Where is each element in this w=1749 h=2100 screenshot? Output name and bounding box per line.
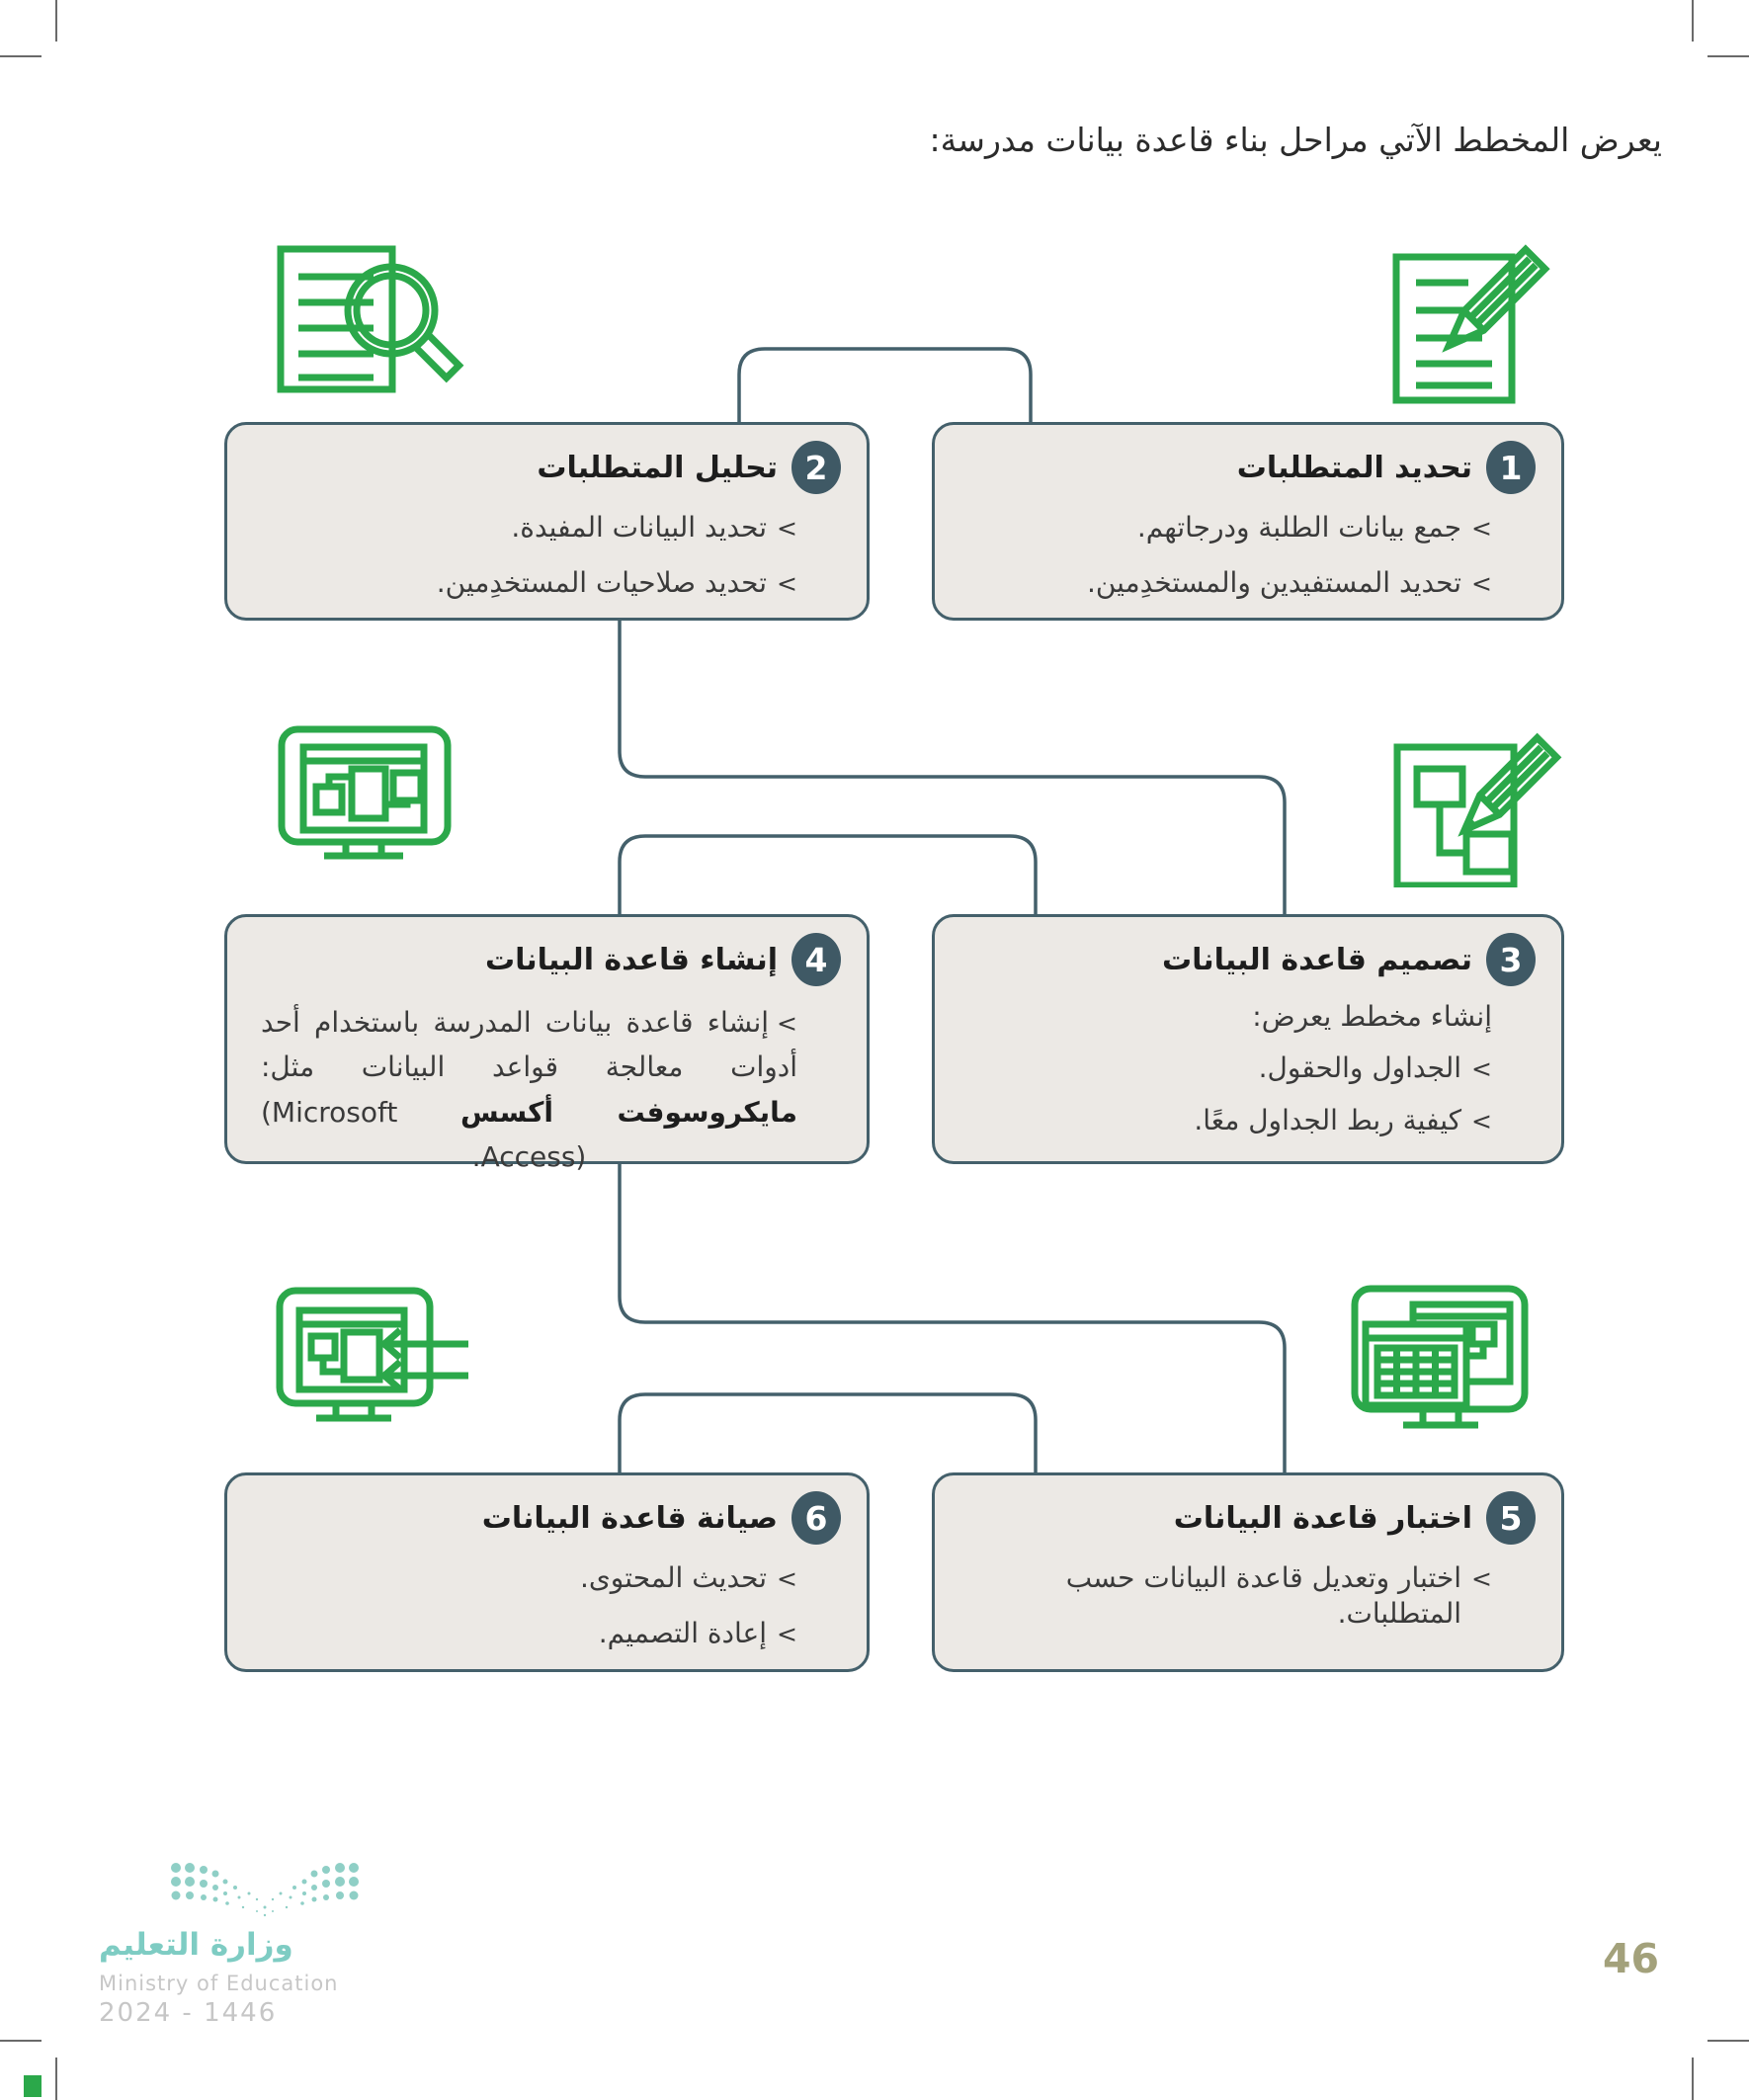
step-box-5 — [932, 1472, 1564, 1672]
step-header — [227, 917, 867, 986]
paragraph-suffix: . — [471, 1140, 481, 1174]
step-bullet — [964, 1103, 1492, 1138]
step-bullet — [964, 1560, 1492, 1633]
bullet-text: الجداول والحقول. — [1258, 1051, 1462, 1085]
bullet-text: إعادة التصميم. — [598, 1617, 768, 1650]
bullet-chevron: < — [1471, 569, 1492, 599]
step-number-badge: 3 — [1486, 933, 1536, 986]
step-bullet — [257, 1560, 797, 1596]
step-title: تحديد المتطلبات — [1236, 450, 1472, 485]
bullet-text: كيفية ربط الجداول معًا. — [1194, 1103, 1462, 1136]
bullet-chevron: < — [1471, 1054, 1492, 1084]
page-title: يعرض المخطط الآتي مراحل بناء قاعدة بيانات مدرسة: — [929, 121, 1662, 159]
page-number: 46 — [1603, 1935, 1660, 1982]
bullet-text: إنشاء مخطط يعرض: — [1252, 1000, 1492, 1033]
bullet-text: تحديث المحتوى. — [579, 1561, 768, 1594]
step-title: إنشاء قاعدة البيانات — [485, 942, 778, 977]
paragraph-bold-text: مايكروسوفت أكسس — [460, 1095, 797, 1129]
step-bullet — [964, 510, 1492, 546]
step-bullet — [257, 565, 797, 601]
step-box-6 — [224, 1472, 870, 1672]
bullet-text: تحديد صلاحيات المستخدِمين. — [436, 566, 768, 600]
step-paragraph — [227, 986, 867, 1179]
bullet-chevron: < — [777, 1620, 797, 1649]
step-header — [935, 1475, 1561, 1545]
step-bullet — [964, 1050, 1492, 1086]
step-bullet — [257, 510, 797, 546]
step-bullet — [257, 1616, 797, 1651]
bullet-chevron: < — [1471, 1564, 1492, 1593]
bullet-chevron: < — [1471, 1106, 1492, 1135]
paragraph-text: إنشاء قاعدة بيانات المدرسة باستخدام أحد أدوات معالجة قواعد البيانات مثل: — [261, 1006, 797, 1084]
step-title: تصميم قاعدة البيانات — [1161, 942, 1472, 977]
bullet-text: اختبار وتعديل قاعدة البيانات حسب المتطلبات. — [1065, 1561, 1462, 1631]
bullet-chevron: < — [777, 1564, 797, 1593]
document-magnifier-icon — [269, 241, 471, 401]
monitor-table-icon — [1350, 1283, 1533, 1453]
step-title: اختبار قاعدة البيانات — [1173, 1500, 1472, 1536]
step-box-2 — [224, 422, 870, 621]
bullet-text: جمع بيانات الطلبة ودرجاتهم. — [1136, 511, 1462, 544]
step-bullet — [964, 565, 1492, 601]
bullet-chevron: < — [777, 1009, 797, 1038]
monitor-arrows-icon — [275, 1285, 472, 1449]
bullet-chevron: < — [1471, 514, 1492, 543]
flowchart-pencil-icon — [1381, 717, 1604, 891]
step-header — [227, 425, 867, 494]
paragraph-latin-text: (Microsoft Access) — [261, 1095, 587, 1174]
step-number-badge: 4 — [791, 933, 841, 986]
document-pencil-icon — [1372, 235, 1594, 413]
ministry-logotype-arabic: وزارة التعليم — [99, 1927, 293, 1963]
step-header — [935, 917, 1561, 986]
step-header — [227, 1475, 867, 1545]
step-number-badge: 5 — [1486, 1491, 1536, 1545]
step-box-3 — [932, 914, 1564, 1164]
step-number-badge: 1 — [1486, 441, 1536, 494]
bullet-chevron: < — [777, 569, 797, 599]
step-header — [935, 425, 1561, 494]
monitor-diagram-icon — [277, 723, 455, 883]
step-box-4 — [224, 914, 870, 1174]
bullet-chevron: < — [777, 514, 797, 543]
step-title: صيانة قاعدة البيانات — [481, 1500, 778, 1536]
step-number-badge: 2 — [791, 441, 841, 494]
step-box-1 — [932, 422, 1564, 621]
step-intro-line — [964, 999, 1492, 1035]
bullet-text: تحديد المستفيدين والمستخدِمين. — [1086, 566, 1462, 600]
step-number-badge: 6 — [791, 1491, 841, 1545]
edition-years: 2024 - 1446 — [99, 1998, 278, 2028]
step-title: تحليل المتطلبات — [537, 450, 778, 485]
bullet-text: تحديد البيانات المفيدة. — [511, 511, 768, 544]
ministry-logotype-english: Ministry of Education — [99, 1972, 339, 1995]
